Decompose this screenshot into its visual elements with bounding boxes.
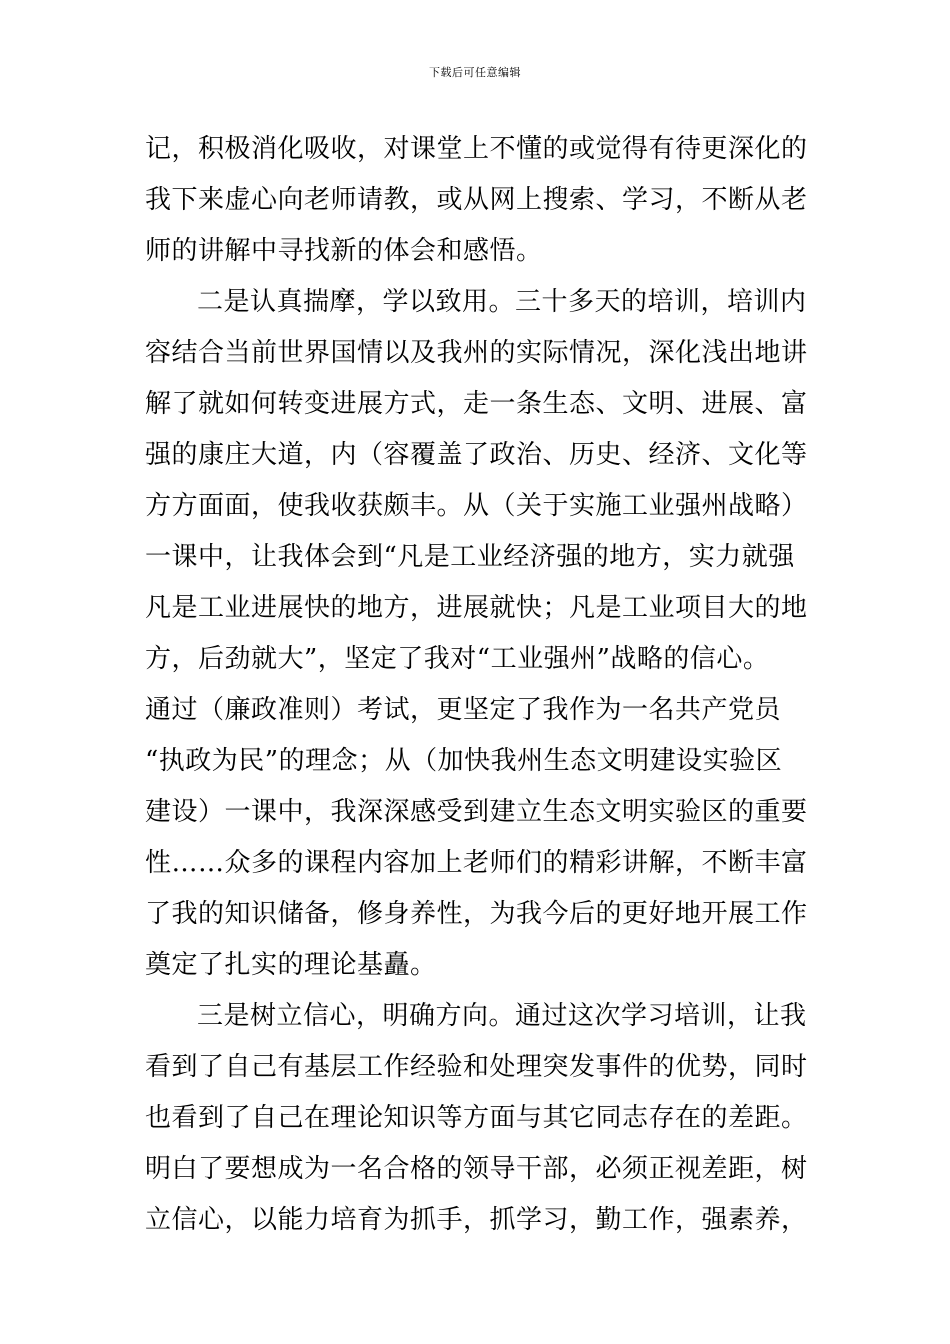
text-line: 看到了自己有基层工作经验和处理突发事件的优势，同时 [145, 1052, 808, 1082]
text-line: 方方面面，使我收获颇丰。从（关于实施工业强州战略） [145, 491, 808, 521]
text-line: 了我的知识储备，修身养性，为我今后的更好地开展工作 [145, 899, 808, 929]
text-line: 容结合当前世界国情以及我州的实际情况，深化浅出地讲 [145, 338, 808, 368]
paragraph-first-line: 三是树立信心，明确方向。通过这次学习培训，让我 [197, 1001, 807, 1031]
text-line: 方，后劲就大”，坚定了我对“工业强州”战略的信心。 [145, 644, 770, 674]
text-line: 明白了要想成为一名合格的领导干部，必须正视差距，树 [145, 1154, 808, 1184]
text-line: 一课中，让我体会到“凡是工业经济强的地方，实力就强 [145, 542, 795, 572]
paragraph-first-line: 二是认真揣摩，学以致用。三十多天的培训，培训内 [197, 287, 807, 317]
text-line: 通过（廉政准则）考试，更坚定了我作为一名共产党员 [145, 695, 782, 725]
text-line: 奠定了扎实的理论基矗。 [145, 950, 437, 980]
text-line: 建设）一课中，我深深感受到建立生态文明实验区的重要 [145, 797, 808, 827]
text-line: 立信心，以能力培育为抓手，抓学习，勤工作，强素养， [145, 1205, 808, 1235]
text-line: “执政为民”的理念；从（加快我州生态文明建设实验区 [145, 746, 783, 776]
text-line: 师的讲解中寻找新的体会和感悟。 [145, 236, 543, 266]
document-body [145, 124, 807, 1246]
text-line: 强的康庄大道，内（容覆盖了政治、历史、经济、文化等 [145, 440, 808, 470]
text-line: 我下来虚心向老师请教，或从网上搜索、学习，不断从老 [145, 185, 808, 215]
text-line: 性……众多的课程内容加上老师们的精彩讲解，不断丰富 [145, 848, 808, 878]
page-header: 下载后可任意编辑 [429, 66, 521, 79]
text-line: 记，积极消化吸收，对课堂上不懂的或觉得有待更深化的 [145, 134, 808, 164]
text-line: 凡是工业进展快的地方，进展就快；凡是工业项目大的地 [145, 593, 808, 623]
text-line: 解了就如何转变进展方式，走一条生态、文明、进展、富 [145, 389, 808, 419]
text-line: 也看到了自己在理论知识等方面与其它同志存在的差距。 [145, 1103, 808, 1133]
